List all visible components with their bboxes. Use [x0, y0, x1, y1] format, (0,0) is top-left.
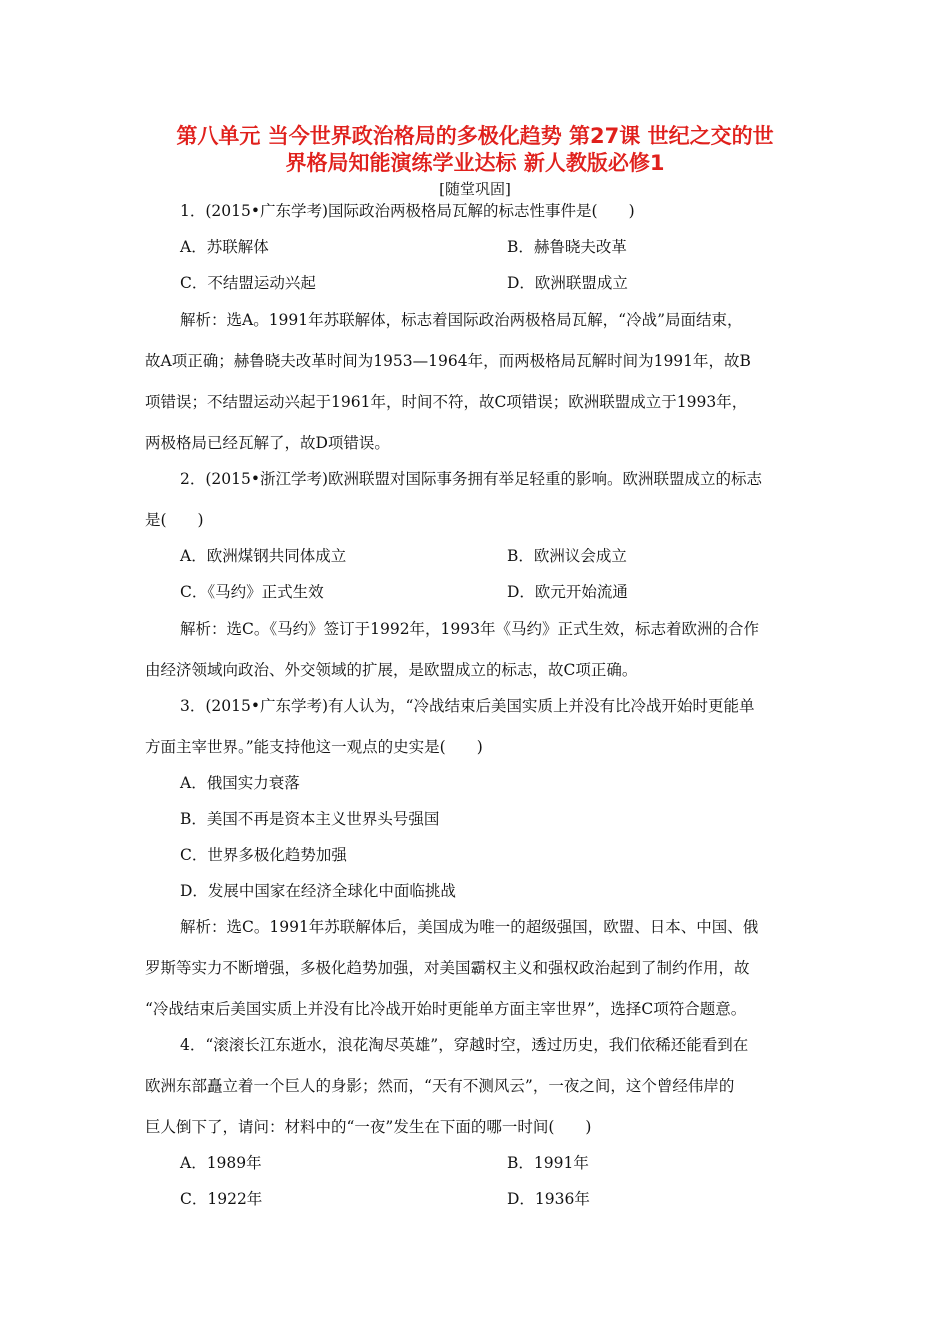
question-4-option-b: B．1991年 — [507, 1154, 589, 1172]
question-3-analysis-line: “冷战结束后美国实质上并没有比冷战开始时更能单方面主宰世界”，选择C项符合题意。 — [145, 1000, 747, 1018]
question-1-analysis-line: 两极格局已经瓦解了，故D项错误。 — [145, 434, 390, 452]
question-1-analysis-line: 解析：选A。1991年苏联解体，标志着国际政治两极格局瓦解，“冷战”局面结束， — [180, 311, 743, 329]
question-3-stem: 方面主宰世界。”能支持他这一观点的史实是( ) — [145, 738, 483, 756]
question-3-option-c: C．世界多极化趋势加强 — [180, 846, 347, 864]
question-2-option-a: A．欧洲煤钢共同体成立 — [180, 547, 347, 565]
question-4-option-d: D．1936年 — [507, 1190, 590, 1208]
question-2-analysis-line: 解析：选C。《马约》签订于1992年，1993年《马约》正式生效，标志着欧洲的合作 — [180, 620, 760, 638]
question-3-analysis-line: 解析：选C。1991年苏联解体后，美国成为唯一的超级强国，欧盟、日本、中国、俄 — [180, 918, 759, 936]
question-4-stem: 欧洲东部矗立着一个巨人的身影；然而，“天有不测风云”，一夜之间，这个曾经伟岸的 — [145, 1077, 735, 1095]
question-4-stem: 巨人倒下了，请问：材料中的“一夜”发生在下面的哪一时间( ) — [145, 1118, 592, 1136]
question-2-option-c: C．《马约》正式生效 — [180, 583, 324, 601]
question-3-option-b: B．美国不再是资本主义世界头号强国 — [180, 810, 440, 828]
question-1-analysis-line: 项错误；不结盟运动兴起于1961年，时间不符，故C项错误；欧洲联盟成立于1993年， — [145, 393, 748, 411]
question-3-stem: 3．(2015•广东学考)有人认为，“冷战结束后美国实质上并没有比冷战开始时更能单 — [180, 697, 755, 715]
doc-title-line2: 界格局知能演练学业达标 新人教版必修1 — [285, 151, 665, 175]
question-1-option-a: A．苏联解体 — [180, 238, 269, 256]
question-3-option-d: D．发展中国家在经济全球化中面临挑战 — [180, 882, 456, 900]
question-3-option-a: A．俄国实力衰落 — [180, 774, 300, 792]
question-2-stem: 是( ) — [145, 511, 204, 529]
question-1-option-b: B．赫鲁晓夫改革 — [507, 238, 627, 256]
question-1-analysis-line: 故A项正确；赫鲁晓夫改革时间为1953—1964年，而两极格局瓦解时间为1991年，故B — [145, 352, 751, 370]
section-heading: [随堂巩固] — [439, 180, 511, 198]
doc-title-line1: 第八单元 当今世界政治格局的多极化趋势 第27课 世纪之交的世 — [176, 124, 774, 148]
question-2-option-b: B．欧洲议会成立 — [507, 547, 627, 565]
question-1-stem: 1．(2015•广东学考)国际政治两极格局瓦解的标志性事件是( ) — [180, 202, 635, 220]
question-2-option-d: D．欧元开始流通 — [507, 583, 628, 601]
question-1-option-d: D．欧洲联盟成立 — [507, 274, 628, 292]
question-4-option-a: A．1989年 — [180, 1154, 262, 1172]
question-2-stem: 2．(2015•浙江学考)欧洲联盟对国际事务拥有举足轻重的影响。欧洲联盟成立的标志 — [180, 470, 763, 488]
question-4-stem: 4．“滚滚长江东逝水，浪花淘尽英雄”，穿越时空，透过历史，我们依稀还能看到在 — [180, 1036, 749, 1054]
question-4-option-c: C．1922年 — [180, 1190, 263, 1208]
question-1-option-c: C．不结盟运动兴起 — [180, 274, 316, 292]
question-3-analysis-line: 罗斯等实力不断增强，多极化趋势加强，对美国霸权主义和强权政治起到了制约作用，故 — [145, 959, 750, 977]
question-2-analysis-line: 由经济领域向政治、外交领域的扩展，是欧盟成立的标志，故C项正确。 — [145, 661, 638, 679]
